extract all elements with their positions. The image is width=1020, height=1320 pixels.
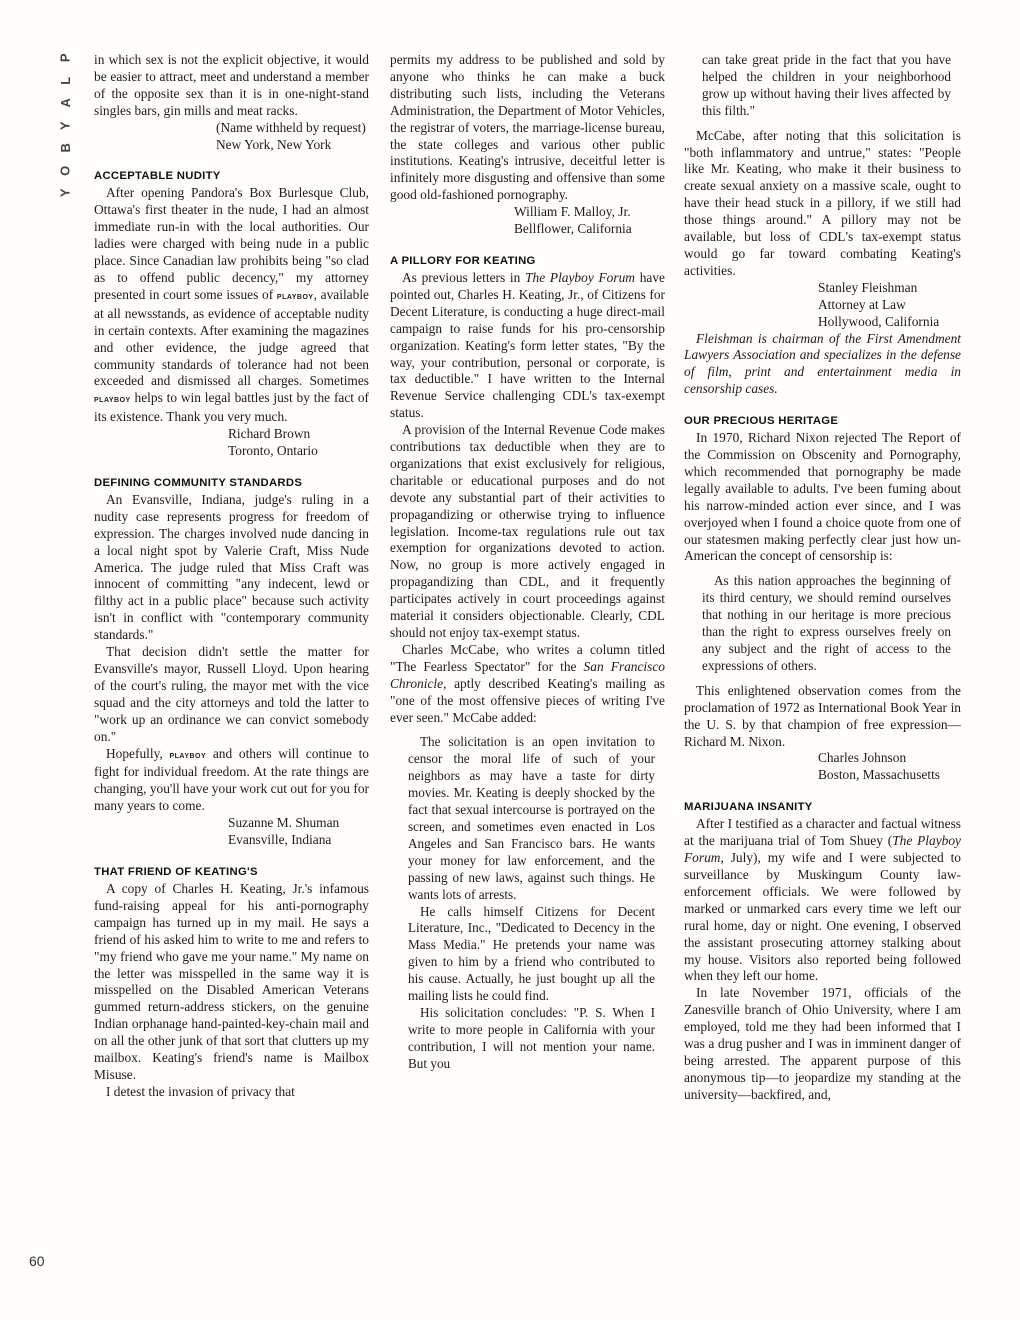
letter-signature: (Name withheld by request) xyxy=(216,119,366,135)
masthead-vertical xyxy=(52,46,80,204)
forum-title: The Playboy Forum xyxy=(525,269,635,285)
section-heading: ACCEPTABLE NUDITY xyxy=(94,170,221,183)
section-heading: DEFINING COMMUNITY STANDARDS xyxy=(94,476,303,489)
forum-title: The Playboy Forum xyxy=(684,833,961,866)
column-3 xyxy=(684,52,961,1104)
section-heading: THAT FRIEND OF KEATING'S xyxy=(94,865,258,878)
letter-paragraph: permits my address to be published and sold by anyone who thinks he can make a buck distributing such lists, including the Veterans Administration, the Department of Motor Vehicles, the registrar of voters, the marriage-license bureau, the state colleges and various other public institutions. Keating's intrusive, deceitful letter is infinitely more disgusting and offensive than some good old-fashioned pornography. xyxy=(390,52,665,203)
masthead-letter: Y xyxy=(57,187,73,198)
letter-location: Hollywood, California xyxy=(818,313,940,329)
letter-paragraph: Charles McCabe, who writes a column titled "The Fearless Spectator" for the San Francisco Chronicle, aptly described Keating's mailing as "one of the most offensive pieces of writing I've ever seen." McCabe added: xyxy=(390,641,665,725)
letter-paragraph: An Evansville, Indiana, judge's ruling in a nudity case represents progress for freedom of expression. The charges involved nude dancing in a local night spot by Valerie Craft, Miss Nude America. The judge ruled that Miss Craft was innocent of committing "any indecent, lewd or filthy act in a public place" because such activity isn't in conflict with "contemporary community standards." xyxy=(94,491,369,643)
letter-location: Toronto, Ontario xyxy=(228,443,318,459)
masthead-letter: B xyxy=(57,142,73,153)
quote-paragraph: can take great pride in the fact that you have helped the children in your neighborhood grow up without having their lives affected by this filth." xyxy=(702,52,951,118)
letter-paragraph: As previous letters in The Playboy Forum have pointed out, Charles H. Keating, Jr., of Citizens for Decent Literature, is conducting a huge direct-mail campaign to raise funds for his pro-censorship organization. Keating's form letter states, "By the way, your contribution, personal or corporate, is tax deductible." I have written to the Internal Revenue Service challenging CDL's tax-exempt status. xyxy=(390,269,665,421)
page-number: 60 xyxy=(29,1253,45,1269)
letter-location: Bellflower, California xyxy=(514,221,632,237)
letter-paragraph: Hopefully, playboy and others will continue to fight for individual freedom. At the rate things are changing, you'll have your work cut out for you for many years to come. xyxy=(94,745,369,814)
section-heading: MARIJUANA INSANITY xyxy=(684,801,813,814)
playboy-mention: playboy xyxy=(169,749,207,761)
block-quote-continued xyxy=(702,52,951,120)
newspaper-title: San Francisco Chronicle xyxy=(390,658,665,691)
letter-signature: Suzanne M. Shuman xyxy=(228,815,340,831)
letter-signature: Charles Johnson xyxy=(818,750,907,766)
letter-paragraph: A provision of the Internal Revenue Code makes contributions tax deductible when they are to organizations that exist exclusively for religious, charitable or educational purposes and do not devote any substantial part of their activities to propagandizing or otherwise trying to influence legislation. Income-tax regulations rule out tax exemption for organizations devoted to action. Now, no group is more actively engaged in propagandizing than CDL, and it frequently participates actively in court proceedings against material it considers objectionable. Clearly, CDL should not enjoy tax-exempt status. xyxy=(390,422,665,640)
masthead-letter: O xyxy=(57,164,73,176)
letter-title: Attorney at Law xyxy=(818,296,906,312)
letter-paragraph: in which sex is not the explicit objective, it would be easier to attract, meet and understand a member of the opposite sex than it is in one-night-stand singles bars, gin mills and meat racks. xyxy=(94,52,369,118)
block-quote xyxy=(702,573,951,674)
block-quote xyxy=(408,734,655,1072)
section-heading: A PILLORY FOR KEATING xyxy=(390,254,536,267)
column-2 xyxy=(390,52,665,1081)
letter-paragraph: After opening Pandora's Box Burlesque Club, Ottawa's first theater in the nude, I had an almost immediate run-in with the local authorities. Our ladies were charged with being nude in a public place. Since Canadian law prohibits being "so clad as to offend public decency," my attorney presented in court some issues of playboy, available at all newsstands, as evidence of acceptable nudity in certain contexts. After examining the magazines and other evidence, the judge agreed that community standards of tolerance had not been exceeded and dismissed all charges. Sometimes playboy helps to win legal battles just by the fact of its existence. Thank you very much. xyxy=(94,185,369,425)
letter-location: Evansville, Indiana xyxy=(228,832,332,848)
letter-signature: Richard Brown xyxy=(228,426,311,442)
column-1 xyxy=(94,52,369,1101)
quote-paragraph: As this nation approaches the beginning of its third century, we should remind ourselves that nothing in our heritage is more precious than the right to express ourselves freely on any subject and the right of access to the expressions of others. xyxy=(702,573,951,673)
playboy-mention: playboy xyxy=(94,394,131,406)
letter-paragraph: In 1970, Richard Nixon rejected The Report of the Commission on Obscenity and Pornography, which recommended that pornography be made legally available to adults. I've been fuming about his narrow-minded action ever since, and I was overjoyed when I found a choice quote from one of our statesmen making perfectly clear just how un-American the concept of censorship is: xyxy=(684,430,961,564)
letter-paragraph: McCabe, after noting that this solicitation is "both inflammatory and untrue," states: "People like Mr. Keating, who make it their business to create sexual anxiety on a massive scale, ought to have their head stuck in a pillory, if we still had those things around." A pillory may not be available, but loss of CDL's tax-exempt status would go far toward combating Keating's activities. xyxy=(684,127,961,278)
letter-paragraph: I detest the invasion of privacy that xyxy=(106,1083,295,1099)
quote-paragraph: He calls himself Citizens for Decent Literature, Inc., "Dedicated to Decency in the Mass Media." He pretends your name was given to him by a friend who contributed to his cause. Actually, he just bought up all the mailing lists he could find. xyxy=(408,903,655,1004)
playboy-mention: playboy xyxy=(276,290,314,302)
masthead-letter: A xyxy=(57,97,73,108)
letter-paragraph: A copy of Charles H. Keating, Jr.'s infamous fund-raising appeal for his anti-pornography campaign has turned up in my mail. He says a friend of his asked him to write to me and refers to "my friend who gave me your name." My name on the letter was misspelled in the same way it is misspelled on the Disabled American Veterans gummed return-address stickers, on the genuine Indian orphanage hand-painted-key-chain mail and on all the other junk of that sort that clutters up my mailbox. Keating's friend's name is Mailbox Misuse. xyxy=(94,880,369,1082)
letter-paragraph: After I testified as a character and factual witness at the marijuana trial of Tom Shuey (The Playboy Forum, July), my wife and I were subjected to surveillance by Muskingum County law-enforcement officials. We were followed by marked or unmarked cars every time we left our rural home, day or night. One evening, I observed the assistant prosecuting attorney stalking about my house. Visitors also reported being followed when they left our home. xyxy=(684,816,961,984)
masthead-letter: Y xyxy=(57,119,73,130)
letter-paragraph: In late November 1971, officials of the Zanesville branch of Ohio University, where I am employed, told me they had been informed that I was a drug pusher and I was in imminent danger of being arrested. The apparent purpose of this anonymous tip—to jeopardize my standing at the university—backfired, and, xyxy=(684,985,961,1102)
letter-paragraph: This enlightened observation comes from the proclamation of 1972 as International Book Year in the U. S. by that champion of free expression—Richard M. Nixon. xyxy=(684,682,961,749)
quote-paragraph: His solicitation concludes: "P. S. When I write to more people in California with your contribution, I will not mention your name. But you xyxy=(408,1004,655,1071)
section-heading: OUR PRECIOUS HERITAGE xyxy=(684,415,839,428)
letter-signature: William F. Malloy, Jr. xyxy=(514,204,631,220)
letter-paragraph: That decision didn't settle the matter for Evansville's mayor, Russell Lloyd. Upon hearing of the court's ruling, the mayor met with the vice squad and the city attorneys and told the latter to "work up an ordinance we can convict somebody on." xyxy=(94,644,369,744)
letter-location: New York, New York xyxy=(216,136,332,152)
masthead-letter: L xyxy=(57,75,73,85)
masthead-letter: P xyxy=(57,52,73,63)
letter-location: Boston, Massachusetts xyxy=(818,767,940,783)
editor-note: Fleishman is chairman of the First Amendment Lawyers Association and specializes in the defense of film, print and entertainment media in censorship cases. xyxy=(684,330,961,397)
letter-signature: Stanley Fleishman xyxy=(818,279,918,295)
quote-paragraph: The solicitation is an open invitation to censor the moral life of such of your neighbors as may have a taste for dirty movies. Mr. Keating is deeply shocked by the fact that sexual intercourse is portrayed on the screen, and sometimes even enacted in Los Angeles and San Francisco bars. He wants your money for law enforcement, and the passing of new laws, against such things. He wants lots of arrests. xyxy=(408,734,655,902)
